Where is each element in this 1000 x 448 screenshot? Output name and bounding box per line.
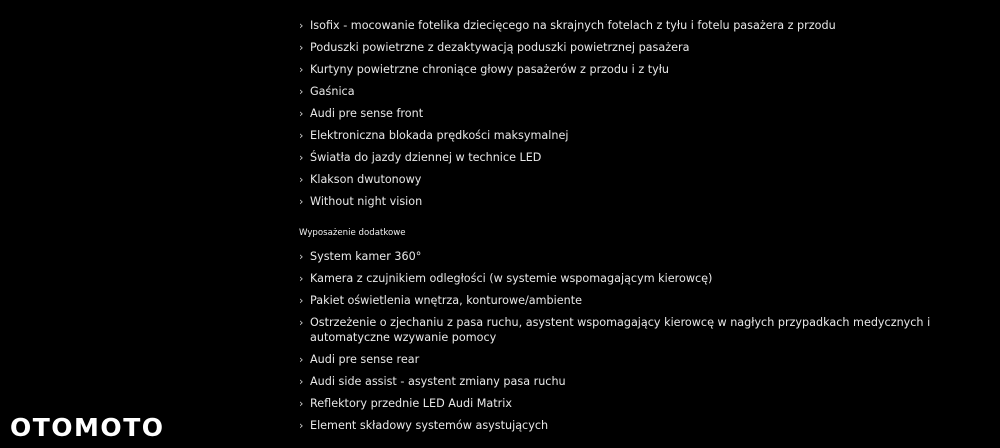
chevron-right-icon: › [299, 128, 304, 142]
list-item-label: Kamera z czujnikiem odległości (w systemie wspomagającym kierowcę) [310, 271, 713, 285]
list-item [299, 289, 979, 311]
chevron-right-icon: › [299, 271, 304, 285]
list-item [299, 190, 979, 212]
chevron-right-icon: › [299, 418, 304, 432]
additional-feature-list [299, 245, 979, 436]
list-item-label: Audi pre sense front [310, 106, 424, 120]
list-item-label: Poduszki powietrzne z dezaktywacją poduszki powietrznej pasażera [310, 40, 690, 54]
list-item [299, 80, 979, 102]
chevron-right-icon: › [299, 352, 304, 366]
chevron-right-icon: › [299, 249, 304, 263]
list-item [299, 311, 979, 348]
list-item [299, 58, 979, 80]
chevron-right-icon: › [299, 18, 304, 32]
chevron-right-icon: › [299, 374, 304, 388]
chevron-right-icon: › [299, 150, 304, 164]
list-item-label: Without night vision [310, 194, 423, 208]
chevron-right-icon: › [299, 62, 304, 76]
list-item-label: System kamer 360° [310, 249, 422, 263]
chevron-right-icon: › [299, 84, 304, 98]
otomoto-logo[interactable]: OTOMOTO [10, 413, 165, 442]
list-item-label: Klakson dwutonowy [310, 172, 422, 186]
list-item-label: Audi pre sense rear [310, 352, 420, 366]
list-item-label: Element składowy systemów asystujących [310, 418, 549, 432]
list-item-label: Ostrzeżenie o zjechaniu z pasa ruchu, asystent wspomagający kierowcę w nagłych przypadkach medycznych i automatyczne wzywanie pomocy [310, 315, 931, 344]
list-item [299, 36, 979, 58]
list-item [299, 146, 979, 168]
equipment-content [299, 14, 979, 436]
list-item [299, 370, 979, 392]
list-item [299, 124, 979, 146]
list-item [299, 348, 979, 370]
chevron-right-icon: › [299, 293, 304, 307]
list-item-label: Kurtyny powietrzne chroniące głowy pasażerów z przodu i z tyłu [310, 62, 670, 76]
chevron-right-icon: › [299, 172, 304, 186]
list-item [299, 168, 979, 190]
chevron-right-icon: › [299, 396, 304, 410]
list-item-label: Elektroniczna blokada prędkości maksymalnej [310, 128, 569, 142]
list-item [299, 14, 979, 36]
list-item-label: Audi side assist - asystent zmiany pasa ruchu [310, 374, 566, 388]
chevron-right-icon: › [299, 194, 304, 208]
list-item [299, 267, 979, 289]
list-item-label: Światła do jazdy dziennej w technice LED [310, 150, 542, 164]
safety-feature-list [299, 14, 979, 212]
list-item [299, 102, 979, 124]
list-item [299, 414, 979, 436]
list-item [299, 245, 979, 267]
list-item-label: Gaśnica [310, 84, 355, 98]
chevron-right-icon: › [299, 315, 304, 329]
list-item-label: Isofix - mocowanie fotelika dziecięcego na skrajnych fotelach z tyłu i fotelu pasażera z przodu [310, 18, 836, 32]
list-item [299, 392, 979, 414]
chevron-right-icon: › [299, 106, 304, 120]
section-title-additional-equipment: Wyposażenie dodatkowe [299, 228, 406, 238]
list-item-label: Pakiet oświetlenia wnętrza, konturowe/ambiente [310, 293, 582, 307]
chevron-right-icon: › [299, 40, 304, 54]
list-item-label: Reflektory przednie LED Audi Matrix [310, 396, 512, 410]
